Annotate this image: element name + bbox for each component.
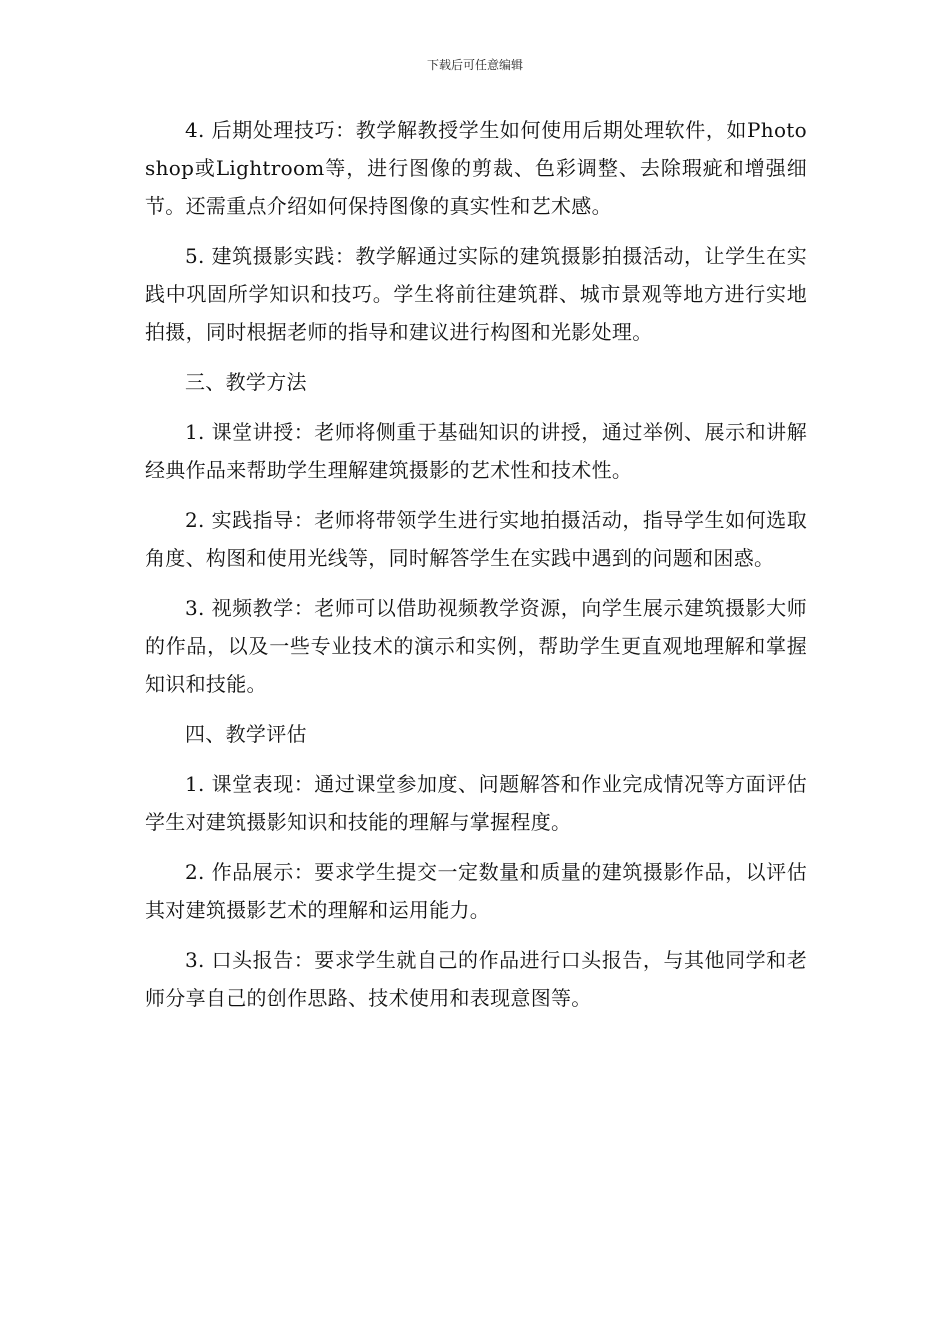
paragraph-oral-report: 3. 口头报告：要求学生就自己的作品进行口头报告，与其他同学和老师分享自己的创作思路、技术使用和表现意图等。 xyxy=(145,948,807,1010)
paragraph-work-display: 2. 作品展示：要求学生提交一定数量和质量的建筑摄影作品，以评估其对建筑摄影艺术的理解和运用能力。 xyxy=(145,860,807,922)
document-body xyxy=(145,111,807,1029)
paragraph-lecture: 1. 课堂讲授：老师将侧重于基础知识的讲授，通过举例、展示和讲解经典作品来帮助学生理解建筑摄影的艺术性和技术性。 xyxy=(145,420,807,482)
paragraph-architecture-practice: 5. 建筑摄影实践：教学解通过实际的建筑摄影拍摄活动，让学生在实践中巩固所学知识和技巧。学生将前往建筑群、城市景观等地方进行实地拍摄，同时根据老师的指导和建议进行构图和光影处理。 xyxy=(145,244,807,344)
paragraph-class-performance: 1. 课堂表现：通过课堂参加度、问题解答和作业完成情况等方面评估学生对建筑摄影知识和技能的理解与掌握程度。 xyxy=(145,772,807,834)
paragraph-practice-guidance: 2. 实践指导：老师将带领学生进行实地拍摄活动，指导学生如何选取角度、构图和使用光线等，同时解答学生在实践中遇到的问题和困惑。 xyxy=(145,508,807,570)
paragraph-post-processing: 4. 后期处理技巧：教学解教授学生如何使用后期处理软件，如Photoshop或Lightroom等，进行图像的剪裁、色彩调整、去除瑕疵和增强细节。还需重点介绍如何保持图像的真实性和艺术感。 xyxy=(145,118,807,218)
section-heading-teaching-evaluation: 四、教学评估 xyxy=(185,722,307,746)
page-header: 下载后可任意编辑 xyxy=(426,58,523,72)
paragraph-video-teaching: 3. 视频教学：老师可以借助视频教学资源，向学生展示建筑摄影大师的作品，以及一些专业技术的演示和实例，帮助学生更直观地理解和掌握知识和技能。 xyxy=(145,596,807,696)
section-heading-teaching-methods: 三、教学方法 xyxy=(185,370,307,394)
